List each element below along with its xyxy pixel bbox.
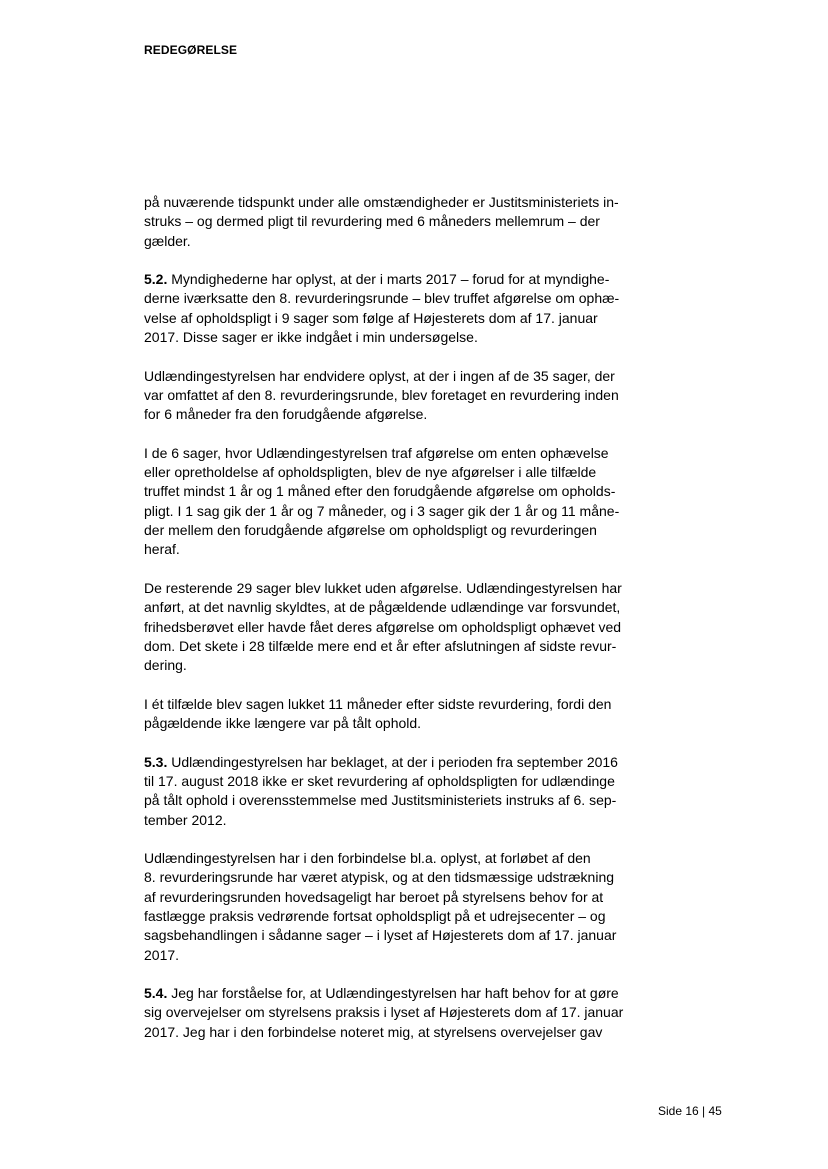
text-line	[144, 521, 624, 540]
line-text: truffet mindst 1 år og 1 måned efter den forudgående afgørelse om opholds-	[144, 483, 616, 500]
text-line	[144, 502, 624, 521]
line-text: anført, at det navnlig skyldtes, at de pågældende udlændinge var forsvundet,	[144, 599, 621, 616]
text-line	[144, 270, 624, 289]
line-text: dom. Det skete i 28 tilfælde mere end et år efter afslutningen af sidste revur-	[144, 637, 617, 654]
line-text: tember 2012.	[144, 811, 227, 828]
line-text: Udlændingestyrelsen har beklaget, at der i perioden fra september 2016	[167, 753, 618, 770]
text-line	[144, 868, 624, 887]
text-line	[144, 232, 624, 251]
paragraph-gap	[144, 675, 624, 694]
section-number: 5.3.	[144, 753, 168, 770]
line-text: Jeg har forståelse for, at Udlændingestyrelsen har haft behov for at gøre	[167, 985, 619, 1002]
paragraph	[144, 444, 624, 560]
text-line	[144, 579, 624, 598]
line-text: heraf.	[144, 541, 180, 558]
text-line	[144, 540, 624, 559]
text-line	[144, 753, 624, 772]
paragraph	[144, 695, 624, 734]
text-line	[144, 367, 624, 386]
line-text: 8. revurderingsrunde har været atypisk, og at den tidsmæssige udstrækning	[144, 869, 615, 886]
text-line	[144, 984, 624, 1003]
body-text	[144, 193, 624, 1042]
paragraph-gap	[144, 830, 624, 849]
paragraph-gap	[144, 347, 624, 366]
line-text: I ét tilfælde blev sagen lukket 11 måneder efter sidste revurdering, fordi den	[144, 695, 612, 712]
text-line	[144, 405, 624, 424]
line-text: frihedsberøvet eller havde fået deres afgørelse om opholdspligt ophævet ved	[144, 618, 622, 635]
text-line	[144, 618, 624, 637]
text-line	[144, 637, 624, 656]
line-text: De resterende 29 sager blev lukket uden afgørelse. Udlændingestyrelsen har	[144, 579, 622, 596]
line-text: for 6 måneder fra den forudgående afgørelse.	[144, 406, 428, 423]
text-line	[144, 946, 624, 965]
text-line	[144, 791, 624, 810]
text-line	[144, 907, 624, 926]
line-text: struks – og dermed pligt til revurdering med 6 måneders mellemrum – der	[144, 213, 600, 230]
line-text: 2017.	[144, 946, 180, 963]
text-line	[144, 463, 624, 482]
line-text: på tålt ophold i overensstemmelse med Justitsministeriets instruks af 6. sep-	[144, 792, 617, 809]
line-text: 2017. Jeg har i den forbindelse noteret mig, at styrelsens overvejelser gav	[144, 1023, 603, 1040]
text-line	[144, 772, 624, 791]
paragraph-gap	[144, 733, 624, 752]
text-line	[144, 193, 624, 212]
line-text: sig overvejelser om styrelsens praksis i lyset af Højesterets dom af 17. januar	[144, 1004, 624, 1021]
page-number: Side 16 | 45	[658, 1104, 722, 1118]
line-text: Udlændingestyrelsen har endvidere oplyst, at der i ingen af de 35 sager, der	[144, 367, 615, 384]
text-line	[144, 656, 624, 675]
paragraph	[144, 193, 624, 251]
section-number: 5.4.	[144, 985, 168, 1002]
text-line	[144, 849, 624, 868]
line-text: til 17. august 2018 ikke er sket revurdering af opholdspligten for udlændinge	[144, 772, 615, 789]
text-line	[144, 309, 624, 328]
text-line	[144, 811, 624, 830]
text-line	[144, 1003, 624, 1022]
section-number: 5.2.	[144, 271, 168, 288]
paragraph	[144, 270, 624, 347]
line-text: på nuværende tidspunkt under alle omstændigheder er Justitsministeriets in-	[144, 194, 619, 210]
text-line	[144, 888, 624, 907]
line-text: pågældende ikke længere var på tålt ophold.	[144, 715, 422, 732]
text-line	[144, 714, 624, 733]
line-text: var omfattet af den 8. revurderingsrunde, blev foretaget en revurdering inden	[144, 386, 619, 403]
paragraph-gap	[144, 425, 624, 444]
paragraph	[144, 849, 624, 965]
line-text: gælder.	[144, 232, 191, 249]
paragraph	[144, 984, 624, 1042]
text-line	[144, 386, 624, 405]
line-text: pligt. I 1 sag gik der 1 år og 7 måneder, og i 3 sager gik der 1 år og 11 måne-	[144, 502, 620, 519]
line-text: fastlægge praksis vedrørende fortsat opholdspligt på et udrejsecenter – og	[144, 907, 606, 924]
text-line	[144, 482, 624, 501]
line-text: der mellem den forudgående afgørelse om opholdspligt og revurderingen	[144, 522, 597, 539]
text-line	[144, 598, 624, 617]
line-text: af revurderingsrunden hovedsageligt har beroet på styrelsens behov for at	[144, 888, 604, 905]
document-header: REDEGØRELSE	[144, 43, 238, 57]
line-text: 2017. Disse sager er ikke indgået i min undersøgelse.	[144, 329, 478, 346]
line-text: I de 6 sager, hvor Udlændingestyrelsen traf afgørelse om enten ophævelse	[144, 444, 609, 461]
paragraph-gap	[144, 560, 624, 579]
line-text: derne iværksatte den 8. revurderingsrunde – blev truffet afgørelse om ophæ-	[144, 290, 620, 307]
text-line	[144, 1023, 624, 1042]
line-text: Myndighederne har oplyst, at der i marts 2017 – forud for at myndighe-	[167, 271, 610, 288]
line-text: velse af opholdspligt i 9 sager som følge af Højesterets dom af 17. januar	[144, 309, 598, 326]
line-text: Udlændingestyrelsen har i den forbindelse bl.a. oplyst, at forløbet af den	[144, 850, 591, 867]
text-line	[144, 289, 624, 308]
text-line	[144, 695, 624, 714]
line-text: dering.	[144, 657, 187, 674]
text-line	[144, 444, 624, 463]
line-text: eller opretholdelse af opholdspligten, blev de nye afgørelser i alle tilfælde	[144, 464, 597, 481]
paragraph	[144, 579, 624, 675]
text-line	[144, 328, 624, 347]
text-line	[144, 212, 624, 231]
paragraph	[144, 753, 624, 830]
paragraph-gap	[144, 965, 624, 984]
paragraph	[144, 367, 624, 425]
paragraph-gap	[144, 251, 624, 270]
line-text: sagsbehandlingen i sådanne sager – i lyset af Højesterets dom af 17. januar	[144, 927, 617, 944]
text-line	[144, 926, 624, 945]
